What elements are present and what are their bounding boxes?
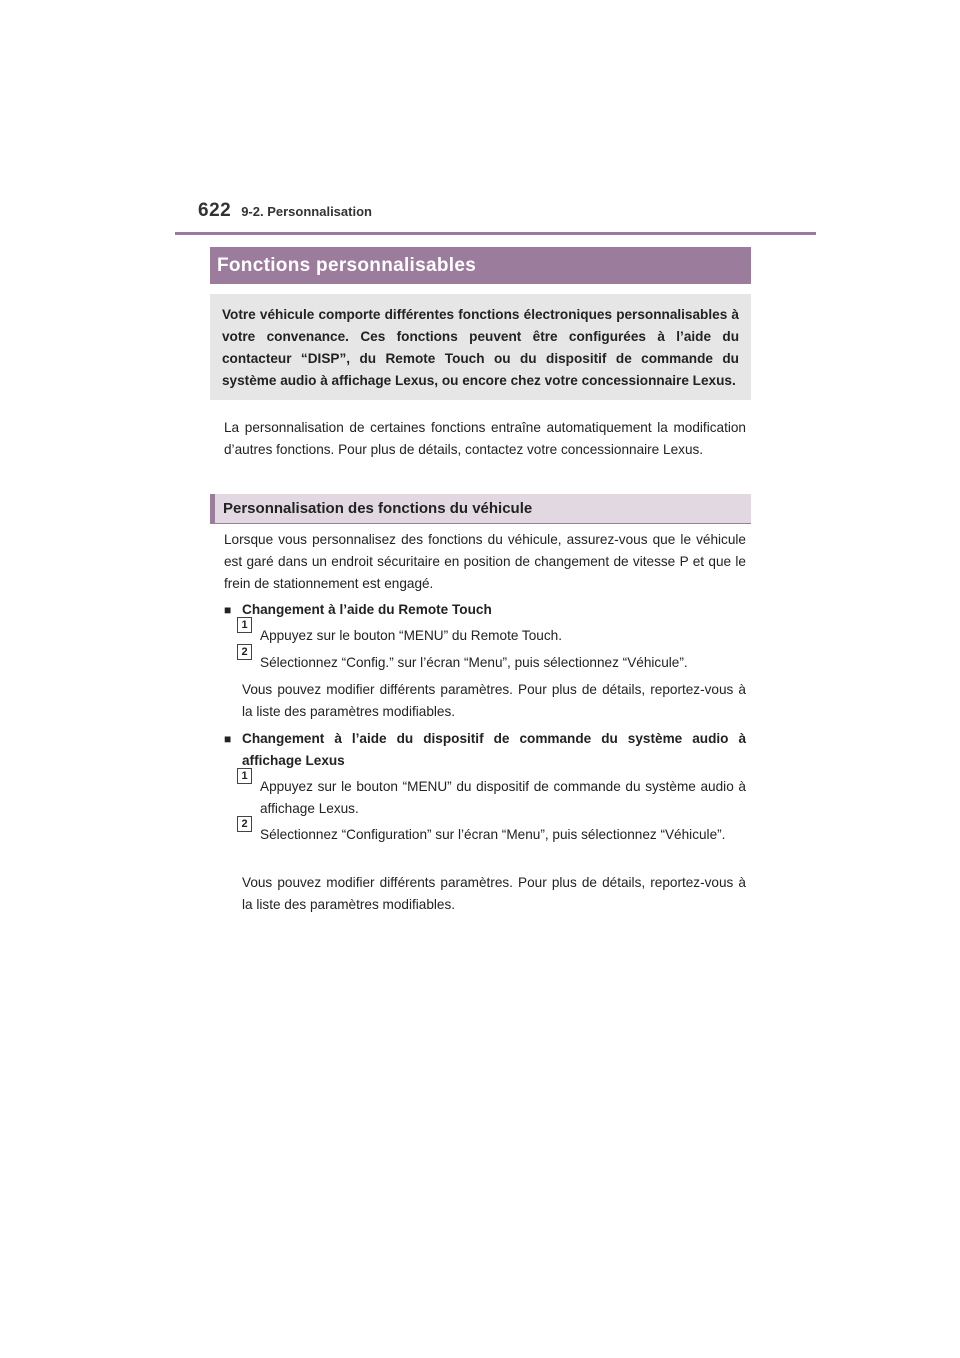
paragraph-customization-note: La personnalisation de certaines fonctions entraîne automatiquement la modification d’autres fonctions. Pour plus de détails, contactez votre concessionnaire Lexus. [224,420,746,457]
section-a-heading [224,599,746,621]
section-b-note: Vous pouvez modifier différents paramètres. Pour plus de détails, reportez-vous à la liste des paramètres modifiables. [242,875,746,912]
section-b-heading-text: Changement à l’aide du dispositif de commande du système audio à affichage Lexus [242,731,746,768]
page-header [198,200,372,222]
section-b-step-1 [237,770,746,820]
page-title: Fonctions personnalisables [210,247,751,284]
intro-box: Votre véhicule comporte différentes fonctions électroniques personnalisables à votre convenance. Ces fonctions peuvent être configurées à l’aide du contacteur “DISP”, du Remote Touch ou du dispositif de commande du système audio à affichage Lexus, ou encore chez votre concessionnaire Lexus. [210,294,751,400]
section-a-step-2 [237,646,746,674]
square-bullet-icon: ■ [224,732,232,746]
step-number-badge: 2 [237,816,252,832]
step-text: Sélectionnez “Config.” sur l’écran “Menu”, puis sélectionnez “Véhicule”. [260,655,688,670]
paragraph-safety: Lorsque vous personnalisez des fonctions du véhicule, assurez-vous que le véhicule est garé dans un endroit sécuritaire en position de changement de vitesse P et que le frein de stationnement est engagé. [224,532,746,591]
header-divider [175,232,816,235]
step-number-badge: 2 [237,644,252,660]
step-text: Sélectionnez “Configuration” sur l’écran “Menu”, puis sélectionnez “Véhicule”. [260,827,726,842]
section-b-heading [224,728,746,772]
step-number-badge: 1 [237,768,252,784]
square-bullet-icon: ■ [224,603,232,617]
step-text: Appuyez sur le bouton “MENU” du Remote Touch. [260,628,562,643]
section-b-step-2 [237,818,746,846]
page-number: 622 [198,200,232,221]
step-text: Appuyez sur le bouton “MENU” du dispositif de commande du système audio à affichage Lexus. [260,779,746,816]
step-number-badge: 1 [237,617,252,633]
section-a-heading-text: Changement à l’aide du Remote Touch [242,602,492,617]
section-a-note: Vous pouvez modifier différents paramètres. Pour plus de détails, reportez-vous à la liste des paramètres modifiables. [242,682,746,719]
subheading: Personnalisation des fonctions du véhicule [210,494,751,524]
section-label: 9-2. Personnalisation [241,204,372,219]
section-a-step-1 [237,619,746,647]
